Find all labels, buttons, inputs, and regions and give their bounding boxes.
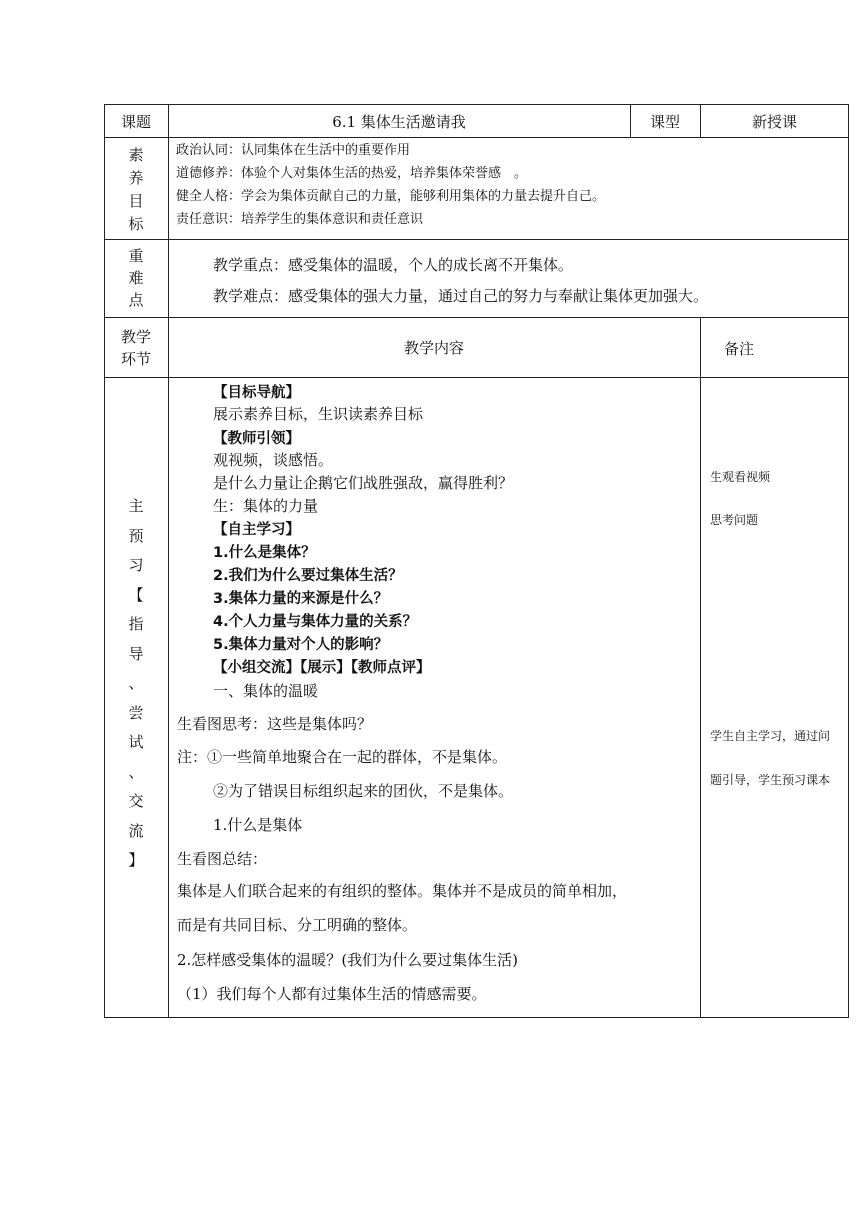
target-nav-heading: 【目标导航】 xyxy=(213,385,300,401)
teaching-focus: 教学重点：感受集体的温暖，个人的成长离不开集体。 xyxy=(213,256,574,274)
study-question: 3.集体力量的来源是什么？ xyxy=(213,591,389,607)
note-text: 学生自主学习，通过问 xyxy=(710,729,831,743)
content-line: 2.怎样感受集体的温暖？(我们为什么要过集体生活) xyxy=(177,951,519,969)
content-line: 生：集体的力量 xyxy=(213,497,319,515)
content-line: 注：①一些简单地聚合在一起的群体，不是集体。 xyxy=(177,748,508,766)
study-question: 4.个人力量与集体力量的关系？ xyxy=(213,614,418,630)
section-heading: 一、集体的温暖 xyxy=(213,682,319,700)
goal-item: 道德修养：体验个人对集体生活的热爱，培养集体荣誉感 。 xyxy=(176,166,528,181)
table-col-divider xyxy=(168,104,169,1018)
content-line: 而是有共同目标、分工明确的整体。 xyxy=(177,916,418,934)
topic-value: 6.1 集体生活邀请我 xyxy=(332,112,466,131)
content-line: 生看图总结： xyxy=(177,850,268,868)
study-question: 1.什么是集体？ xyxy=(213,545,316,561)
content-line: 展示素养目标，生识读素养目标 xyxy=(213,405,424,423)
type-value: 新授课 xyxy=(751,112,797,131)
table-border-right xyxy=(848,104,849,1018)
goals-label: 素 养 目 标 xyxy=(128,146,144,233)
table-col-divider xyxy=(700,317,701,1018)
key-points-label: 重 难 点 xyxy=(128,247,144,309)
topic-label: 课题 xyxy=(120,112,151,131)
notes-column-header: 备注 xyxy=(724,340,755,358)
content-line: 1.什么是集体 xyxy=(213,816,303,834)
table-border-bottom xyxy=(104,1017,849,1018)
content-line: 集体是人们联合起来的有组织的整体。集体并不是成员的简单相加， xyxy=(177,882,628,900)
lesson-plan-table xyxy=(104,104,849,1018)
goal-item: 政治认同：认同集体在生活中的重要作用 xyxy=(176,143,411,158)
note-text: 思考问题 xyxy=(710,513,759,527)
stage-column-header: 教学 环节 xyxy=(120,328,151,368)
teacher-lead-heading: 【教师引领】 xyxy=(213,431,300,447)
goal-item: 健全人格：学会为集体贡献自己的力量，能够利用集体的力量去提升自己。 xyxy=(176,189,606,204)
group-exchange-heading: 【小组交流】【展示】【教师点评】 xyxy=(213,660,431,676)
content-line: （1）我们每个人都有过集体生活的情感需要。 xyxy=(177,985,487,1003)
teaching-difficulty: 教学难点：感受集体的强大力量，通过自己的努力与奉献让集体更加强大。 xyxy=(213,287,709,305)
self-study-heading: 【自主学习】 xyxy=(213,522,300,538)
table-row-divider xyxy=(104,377,849,378)
goal-item: 责任意识：培养学生的集体意识和责任意识 xyxy=(176,212,424,227)
study-question: 2.我们为什么要过集体生活？ xyxy=(213,568,403,584)
note-text: 题引导，学生预习课本 xyxy=(710,773,831,787)
table-row-divider xyxy=(104,239,849,240)
content-line: 生看图思考：这些是集体吗？ xyxy=(177,715,373,733)
note-text: 生观看视频 xyxy=(710,470,771,484)
content-line: 观视频，谈感悟。 xyxy=(213,451,334,469)
study-question: 5.集体力量对个人的影响？ xyxy=(213,637,389,653)
content-column-header: 教学内容 xyxy=(403,338,464,357)
content-line: ②为了错误目标组织起来的团伙，不是集体。 xyxy=(213,782,514,800)
stage-label: 主 预 习 【 指 导 、 尝 试 、 交 流 】 xyxy=(128,497,144,869)
type-label: 课型 xyxy=(649,112,680,131)
content-line: 是什么力量让企鹅它们战胜强敌，赢得胜利？ xyxy=(213,474,514,492)
